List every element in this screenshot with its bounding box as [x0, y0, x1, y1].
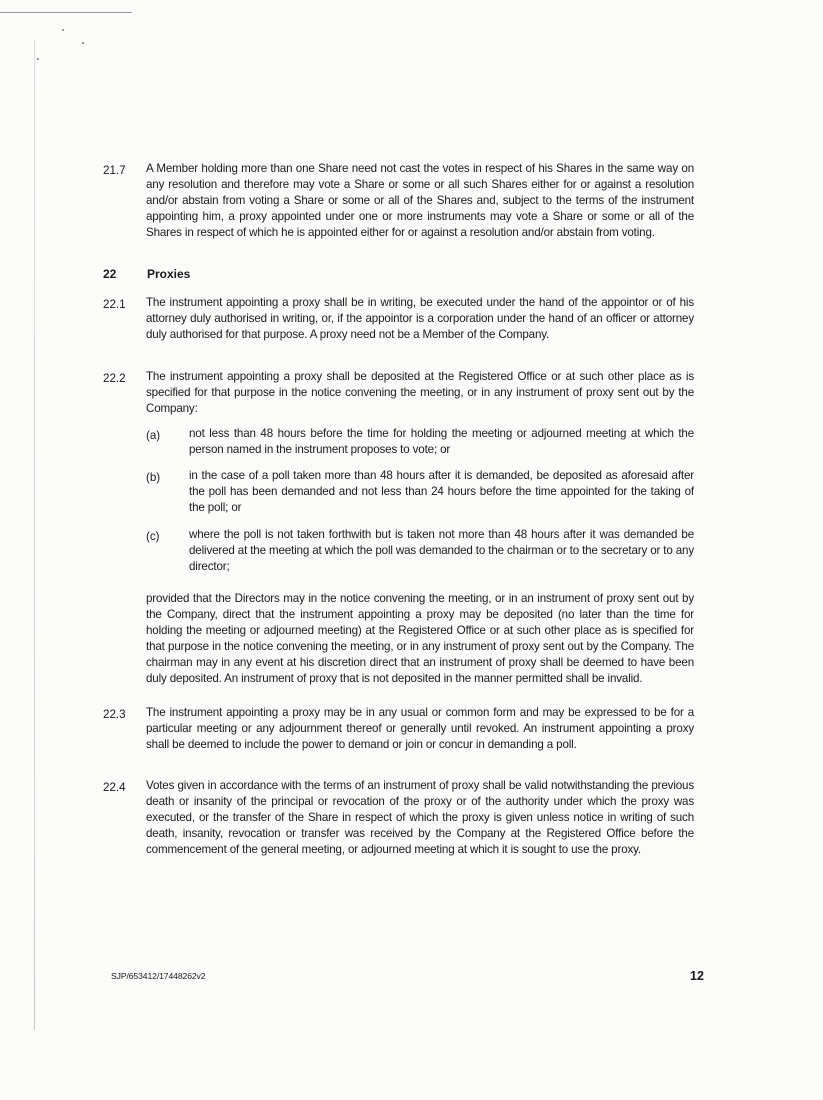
clause-22-3-text: The instrument appointing a proxy may be in any usual or common form and may be expressed to be for a particular meeting or any adjournment thereof or generally until revoked. An instrument appointing a proxy shall be deemed to include the power to demand or join or concur in demanding a poll. — [146, 706, 694, 752]
page-number: 12 — [690, 969, 704, 983]
scan-artifact-dot — [62, 29, 64, 31]
section-title-proxies: Proxies — [147, 267, 191, 281]
clause-number-21-7: 21.7 — [103, 164, 126, 177]
sub-item-c-text: where the poll is not taken forthwith but is taken not more than 48 hours after it was demanded be delivered at the meeting at which the poll was demanded to the chairman or to the secretary or to any director; — [189, 528, 694, 574]
scan-artifact-top-line — [0, 12, 132, 13]
scan-artifact-dot — [37, 58, 39, 60]
sub-item-b-text: in the case of a poll taken more than 48 hours after it is demanded, be deposited as aforesaid after the poll has been demanded and not less than 24 hours before the time appointed for the taking of the poll; or — [189, 469, 694, 515]
clause-number-22-2: 22.2 — [103, 372, 126, 385]
sub-item-a-text: not less than 48 hours before the time for holding the meeting or adjourned meeting at which the person named in the instrument proposes to vote; or — [189, 427, 694, 457]
sub-item-label-a: (a) — [146, 429, 161, 442]
clause-22-1-text: The instrument appointing a proxy shall be in writing, be executed under the hand of the appointor or of his attorney duly authorised in writing, or, if the appointor is a corporation under the hand of an officer or attorney duly authorised for that purpose. A proxy need not be a Member of the Company. — [146, 296, 694, 342]
scan-artifact-margin-line — [34, 40, 35, 1030]
clause-number-22-3: 22.3 — [103, 708, 126, 721]
clause-21-7-text: A Member holding more than one Share need not cast the votes in respect of his Shares in the same way on any resolution and therefore may vote a Share or some or all such Shares either for or against a resolution and/or abstain from voting a Share or some or all of the Shares and, subject to the terms of the instrument appointing him, a proxy appointed under one or more instruments may vote a Share or some or all of the Shares in respect of which he is appointed either for or against a resolution and/or abstain from voting. — [146, 162, 694, 240]
sub-item-label-b: (b) — [146, 471, 161, 484]
clause-22-2-text: The instrument appointing a proxy shall be deposited at the Registered Office or at such other place as is specified for that purpose in the notice convening the meeting, or in any instrument of proxy sent out by the Company: — [146, 370, 694, 416]
section-number-22: 22 — [103, 267, 117, 281]
clause-22-2-proviso: provided that the Directors may in the notice convening the meeting, or in an instrument of proxy sent out by the Company, direct that the instrument appointing a proxy may be deposited (no later than the time for holding the meeting or adjourned meeting) at the Registered Office or at such other place as is specified for that purpose in the notice convening the meeting, or in any instrument of proxy sent out by the Company. The chairman may in any event at his discretion direct that an instrument of proxy shall be deemed to have been duly deposited. An instrument of proxy that is not deposited in the manner permitted shall be invalid. — [146, 592, 694, 686]
clause-22-4-text: Votes given in accordance with the terms of an instrument of proxy shall be valid notwithstanding the previous death or insanity of the principal or revocation of the proxy or of the authority under which the proxy was executed, or the transfer of the Share in respect of which the proxy is given unless notice in writing of such death, insanity, revocation or transfer was received by the Company at the Registered Office before the commencement of the general meeting, or adjourned meeting at which it is sought to use the proxy. — [146, 779, 694, 857]
clause-number-22-4: 22.4 — [103, 781, 126, 794]
sub-item-label-c: (c) — [146, 530, 160, 543]
document-reference: SJP/653412/17448262v2 — [111, 971, 206, 981]
clause-number-22-1: 22.1 — [103, 298, 126, 311]
scan-artifact-dot — [82, 42, 84, 44]
